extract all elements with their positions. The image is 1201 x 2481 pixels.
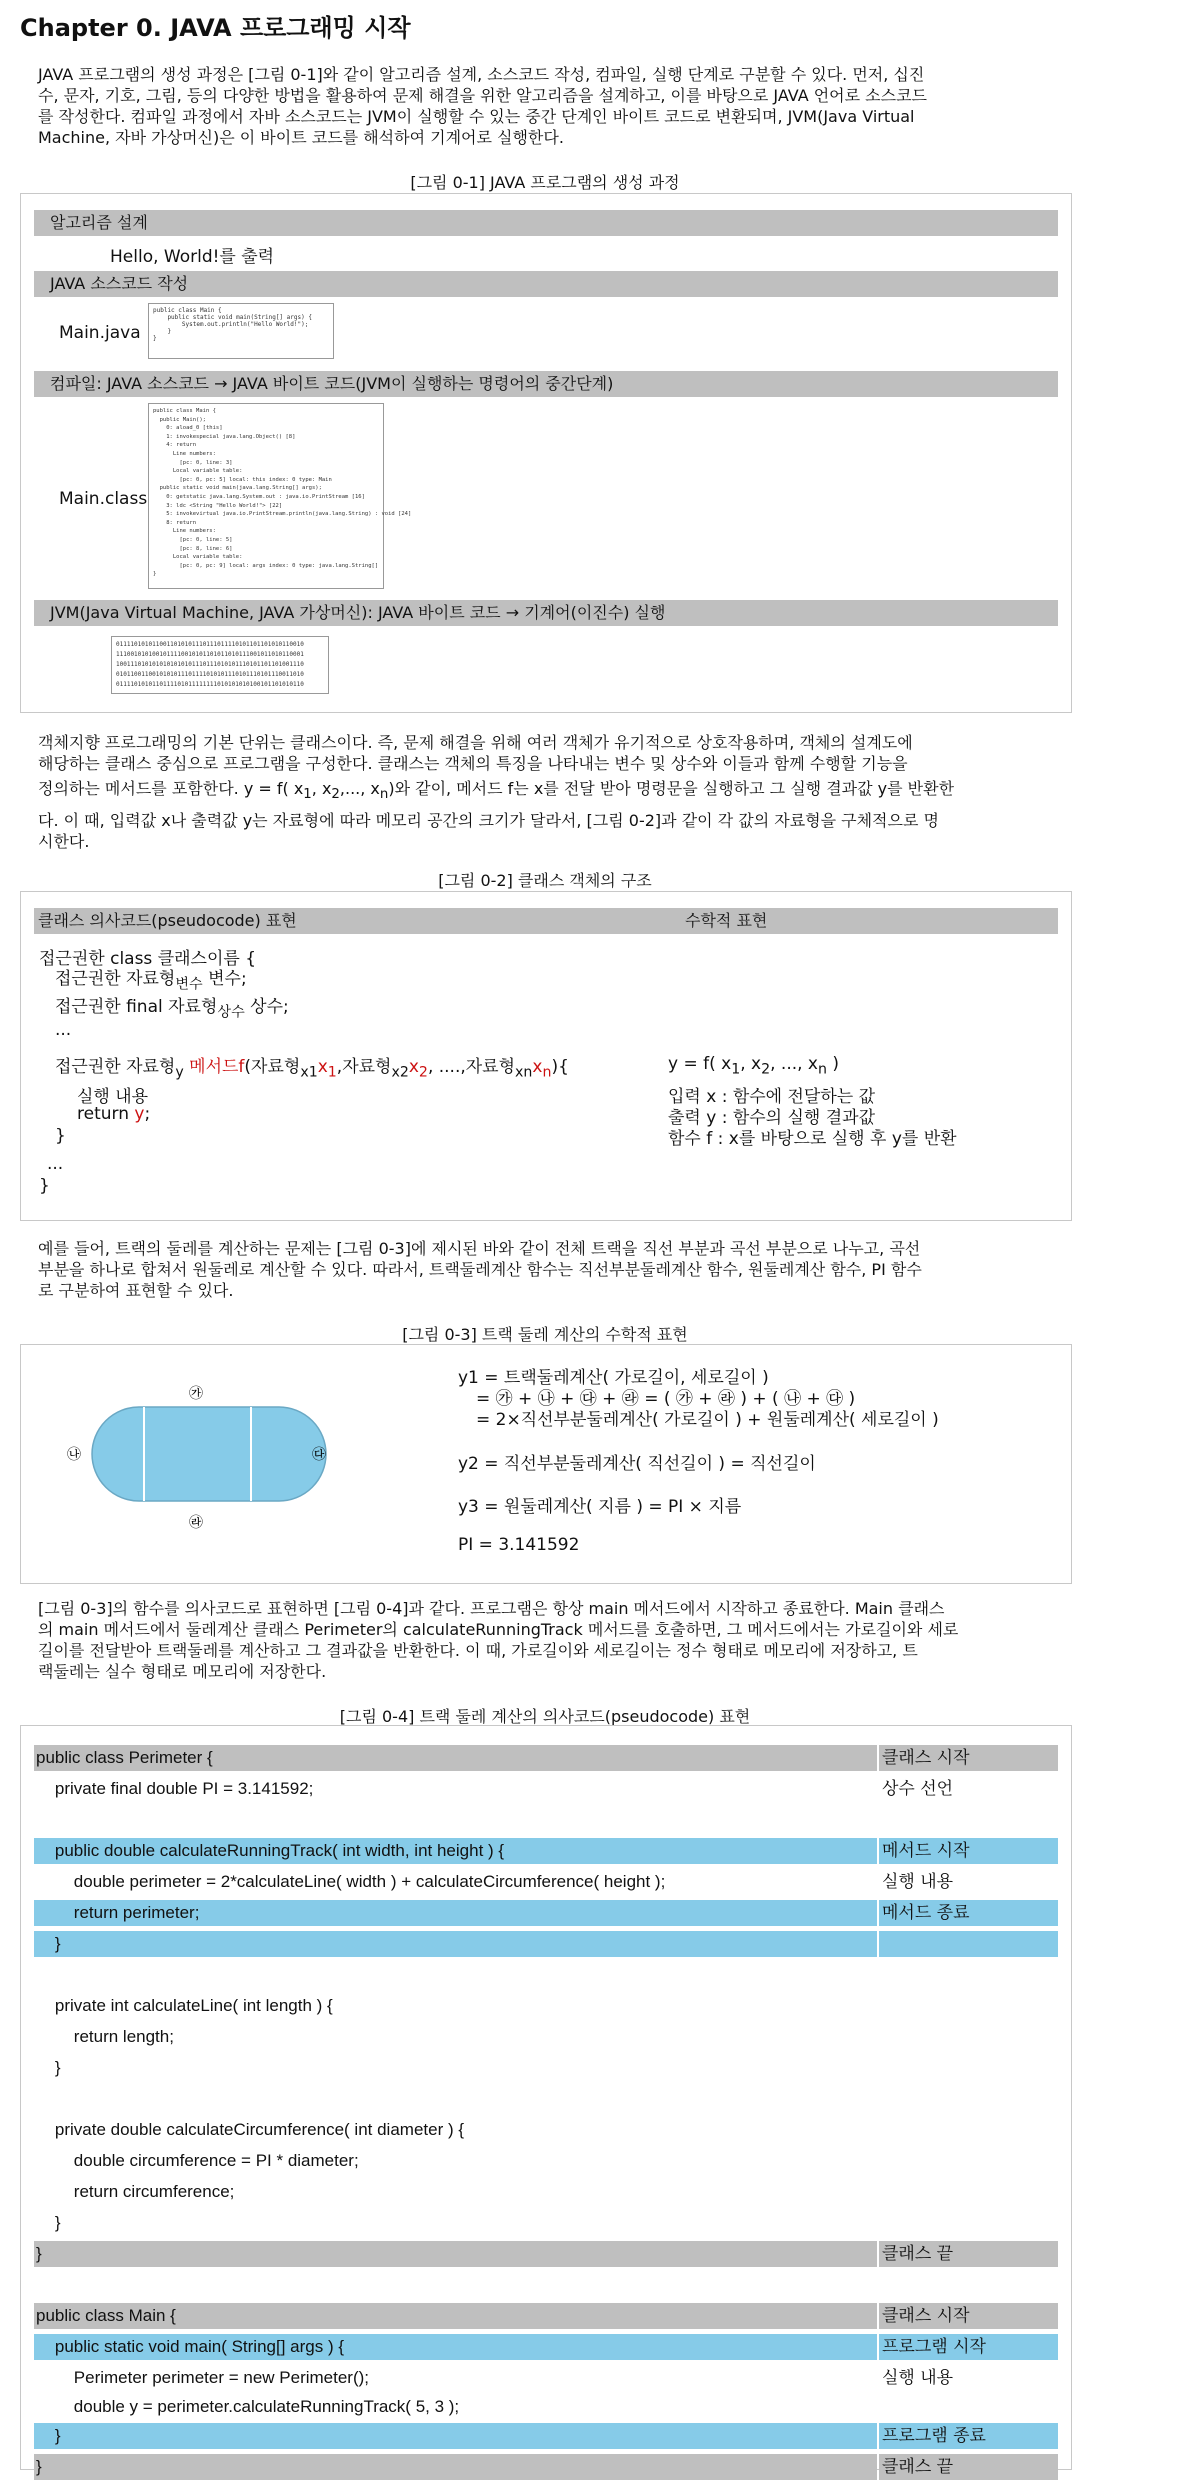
equation-y2: y2 = 직선부분둘레계산( 직선길이 ) = 직선길이 <box>458 1454 816 1474</box>
code-row <box>34 2210 1058 2236</box>
pseudo-body: 실행 내용 <box>77 1087 149 1107</box>
math-function <box>668 1054 839 1077</box>
code-annotation <box>879 2055 1058 2081</box>
code-row <box>34 2272 1058 2298</box>
text-run: y = f( x <box>668 1054 732 1074</box>
class-paragraph-line: 시한다. <box>38 832 90 852</box>
code-line: public static void main( String[] args ) { <box>34 2334 877 2360</box>
figure1-frame <box>20 193 1072 713</box>
code-row <box>34 2394 1058 2420</box>
code-line: private int calculateLine( int length ) { <box>36 1996 333 2015</box>
text-run: return <box>77 1104 135 1124</box>
math-input: 입력 x : 함수에 전달하는 값 <box>668 1087 876 1107</box>
code-annotation: 실행 내용 <box>882 1872 954 1892</box>
code-line: public double calculateRunningTrack( int width, int height ) { <box>34 1838 877 1864</box>
text-run: (자료형 <box>244 1057 301 1077</box>
code-line: } <box>34 2454 877 2480</box>
figure3-caption: [그림 0-3] 트랙 둘레 계산의 수학적 표현 <box>402 1325 688 1344</box>
subscript: 변수 <box>175 976 203 993</box>
code-line <box>34 1962 877 1988</box>
code-annotation <box>879 2179 1058 2205</box>
code-annotation <box>879 1807 1058 1833</box>
intro-line: Machine, 자바 가상머신)은 이 바이트 코드를 해석하여 기계어로 실행한다. <box>38 128 564 147</box>
main-java-label: Main.java <box>59 323 141 343</box>
text-run: ) <box>826 1054 840 1074</box>
equation-y3: y3 = 원둘레계산( 지름 ) = PI × 지름 <box>458 1497 742 1517</box>
code-line: public class Perimeter { <box>34 1745 877 1771</box>
code-annotation: 프로그램 시작 <box>879 2334 1058 2360</box>
text-run: , ....,자료형 <box>427 1057 516 1077</box>
intro-line: JAVA 프로그램의 생성 과정은 [그림 0-1]와 같이 알고리즘 설계, 소스코드 작성, 컴파일, 실행 단계로 구분할 수 있다. 먼저, 십진 <box>38 65 925 84</box>
track-paragraph-line: 예를 들어, 트랙의 둘레를 계산하는 문제는 [그림 0-3]에 제시된 바와 같이 전체 트랙을 직선 부분과 곡선 부분으로 나누고, 곡선 <box>38 1239 921 1258</box>
pseudocode-paragraph <box>38 1598 1048 1682</box>
code-annotation: 실행 내용 <box>882 2368 954 2388</box>
track-paragraph-line: 로 구분하여 표현할 수 있다. <box>38 1281 234 1300</box>
subscript: 2 <box>761 1061 771 1078</box>
label-na: ㉯ <box>67 1447 81 1463</box>
subscript: n <box>379 787 389 803</box>
subscript: 1 <box>731 1061 741 1078</box>
subscript: 1 <box>327 1064 337 1081</box>
subscript: n <box>542 1064 552 1081</box>
code-annotation <box>879 1962 1058 1988</box>
text-run: )와 같이, 메서드 f는 x를 전달 받아 명령문을 실행하고 그 실행 결과값 y를 반환한 <box>388 779 955 798</box>
code-line: public class Main { <box>34 2303 877 2329</box>
label-ra: ㉱ <box>189 1515 203 1531</box>
pseudo-return <box>77 1104 150 1124</box>
subscript: xn <box>515 1064 533 1081</box>
class-paragraph-line: 다. 이 때, 입력값 x나 출력값 y는 자료형에 따라 메모리 공간의 크기가 달라서, [그림 0-2]과 같이 각 값의 자료형을 구체적으로 명 <box>38 811 939 831</box>
pseudo-ellipsis-2: ... <box>47 1154 64 1174</box>
code-annotation: 클래스 끝 <box>879 2454 1058 2480</box>
code-row <box>34 1900 1058 1926</box>
text-run: y <box>134 1104 145 1124</box>
pseudocode-header: 클래스 의사코드(pseudocode) 표현 <box>38 911 297 930</box>
code-annotation <box>879 2394 1058 2420</box>
intro-line: 를 작성한다. 컴파일 과정에서 자바 소스코드는 JVM이 실행할 수 있는 중간 단계인 바이트 코드로 변환되며, JVM(Java Virtual <box>38 107 915 126</box>
subscript: 2 <box>418 1064 428 1081</box>
code-line: } <box>34 1931 877 1957</box>
code-row <box>34 2303 1058 2329</box>
running-track-shape <box>92 1407 326 1501</box>
subscript: x1 <box>300 1064 318 1081</box>
code-row <box>34 2454 1058 2480</box>
figure2-caption: [그림 0-2] 클래스 객체의 구조 <box>438 871 652 890</box>
pseudocode-paragraph-line: 랙둘레는 실수 형태로 메모리에 저장한다. <box>38 1662 327 1681</box>
subscript: 1 <box>303 787 312 803</box>
stage-compile-bar: 컴파일: JAVA 소스코드 → JAVA 바이트 코드(JVM이 실행하는 명령어의 중간단계) <box>34 371 1058 397</box>
code-row <box>34 1993 1058 2019</box>
stage-source-bar: JAVA 소스코드 작성 <box>34 271 1058 297</box>
pseudocode-paragraph-line: 길이를 전달받아 트랙둘레를 계산하고 그 결과값을 반환한다. 이 때, 가로길이와 세로길이는 정수 형태로 메모리에 저장하고, 트 <box>38 1641 918 1660</box>
stage-algorithm-bar: 알고리즘 설계 <box>34 210 1058 236</box>
text-run: , x <box>740 1054 762 1074</box>
code-annotation: 상수 선언 <box>882 1779 954 1799</box>
code-row <box>34 2334 1058 2360</box>
text-run: 접근권한 자료형 <box>55 1057 176 1077</box>
code-row <box>34 2086 1058 2112</box>
code-line: double y = perimeter.calculateRunningTrack( 5, 3 ); <box>36 2397 460 2416</box>
label-ga: ㉮ <box>189 1386 203 1402</box>
code-annotation: 메서드 시작 <box>879 1838 1058 1864</box>
code-line: double circumference = PI * diameter; <box>36 2151 359 2170</box>
code-row <box>34 2179 1058 2205</box>
pseudo-class-close: } <box>39 1176 50 1196</box>
code-annotation <box>879 1993 1058 2019</box>
code-row <box>34 2241 1058 2267</box>
class-paragraph <box>38 732 1048 852</box>
code-annotation: 클래스 끝 <box>879 2241 1058 2267</box>
code-row <box>34 1776 1058 1802</box>
text-run: ){ <box>551 1057 569 1077</box>
code-annotation: 메서드 종료 <box>879 1900 1058 1926</box>
code-row <box>34 2117 1058 2143</box>
class-paragraph-line: 해당하는 클래스 중심으로 프로그램을 구성한다. 클래스는 객체의 특징을 나타내는 변수 및 상수와 이들과 함께 수행할 기능을 <box>38 754 908 773</box>
intro-line: 수, 문자, 기호, 그림, 등의 다양한 방법을 활용하여 문제 해결을 위한 알고리즘을 설계하고, 이를 바탕으로 JAVA 언어로 소스코드 <box>38 86 928 105</box>
code-row <box>34 1807 1058 1833</box>
code-line: private final double PI = 3.141592; <box>36 1779 314 1798</box>
math-function-desc: 함수 f : x를 바탕으로 실행 후 y를 반환 <box>668 1129 957 1149</box>
code-row <box>34 2148 1058 2174</box>
code-line <box>34 2086 877 2112</box>
subscript: 상수 <box>217 1004 245 1021</box>
code-annotation: 클래스 시작 <box>879 2303 1058 2329</box>
code-line: return perimeter; <box>34 1900 877 1926</box>
code-annotation <box>879 2024 1058 2050</box>
figure2-frame <box>20 891 1072 1221</box>
code-annotation <box>879 2148 1058 2174</box>
pseudo-method-close: } <box>55 1126 66 1146</box>
class-paragraph-line: 객체지향 프로그래밍의 기본 단위는 클래스이다. 즉, 문제 해결을 위해 여러 객체가 유기적으로 상호작용하며, 객체의 설계도에 <box>38 733 913 752</box>
figure4-frame <box>20 1725 1072 2477</box>
hello-world-text: Hello, World!를 출력 <box>110 247 275 267</box>
stage-jvm-bar: JVM(Java Virtual Machine, JAVA 가상머신): JAVA 바이트 코드 → 기계어(이진수) 실행 <box>34 600 1058 626</box>
figure3-frame <box>20 1344 1072 1584</box>
code-row <box>34 2365 1058 2391</box>
pseudocode-paragraph-line: 의 main 메서드에서 둘레계산 클래스 Perimeter의 calculateRunningTrack 메서드를 호출하면, 그 메서드에서는 가로길이와 세로 <box>38 1620 959 1639</box>
code-row <box>34 1745 1058 1771</box>
code-annotation <box>879 2272 1058 2298</box>
track-diagram <box>21 1345 441 1585</box>
pseudo-method-line <box>55 1052 569 1080</box>
code-line: } <box>34 2241 877 2267</box>
subscript: 2 <box>331 787 340 803</box>
code-row <box>34 1962 1058 1988</box>
text-run: ,..., x <box>339 779 380 798</box>
code-row <box>34 1931 1058 1957</box>
text-run: ; <box>144 1104 151 1124</box>
figure4-caption: [그림 0-4] 트랙 둘레 계산의 의사코드(pseudocode) 표현 <box>339 1707 751 1726</box>
text-run: ,자료형 <box>336 1057 392 1077</box>
code-line: Perimeter perimeter = new Perimeter(); <box>36 2368 370 2387</box>
text-run: 메서드 <box>183 1057 239 1077</box>
pseudo-ellipsis: ... <box>55 1020 72 1040</box>
code-row <box>34 2024 1058 2050</box>
track-paragraph-line: 부분을 하나로 합쳐서 원둘레로 계산할 수 있다. 따라서, 트랙둘레계산 함수는 직선부분둘레계산 함수, 원둘레계산 함수, PI 함수 <box>38 1260 922 1279</box>
text-run: f <box>238 1057 245 1077</box>
code-line: return circumference; <box>36 2182 235 2201</box>
text-run: x <box>408 1057 419 1077</box>
equation-pi: PI = 3.141592 <box>458 1535 580 1555</box>
text-run: 접근권한 자료형 <box>55 969 176 989</box>
text-run: 정의하는 메서드를 포함한다. y = f( x <box>38 779 304 798</box>
text-run: x <box>317 1057 328 1077</box>
text-run: 접근권한 final 자료형 <box>55 997 218 1017</box>
code-line <box>34 1807 877 1833</box>
label-da: ㉰ <box>312 1447 326 1463</box>
equation-y1-final: = 2×직선부분둘레계산( 가로길이 ) + 원둘레계산( 세로길이 ) <box>476 1410 939 1430</box>
code-annotation <box>879 1931 1058 1957</box>
source-code-box: public class Main { public static void main(String[] args) { System.out.println("Hello World!"); } } <box>148 303 334 359</box>
subscript: y <box>175 1064 184 1081</box>
text-run: 변수; <box>202 969 247 989</box>
subscript: n <box>818 1061 827 1078</box>
subscript: x2 <box>391 1064 409 1081</box>
code-annotation: 클래스 시작 <box>879 1745 1058 1771</box>
equation-y1-expand: = ㉮ + ㉯ + ㉰ + ㉱ = ( ㉮ + ㉱ ) + ( ㉯ + ㉰ ) <box>476 1389 856 1409</box>
math-output: 출력 y : 함수의 실행 결과값 <box>668 1108 876 1128</box>
code-line: return length; <box>36 2027 174 2046</box>
class-paragraph-line <box>38 774 1048 810</box>
code-line <box>34 2272 877 2298</box>
math-header: 수학적 표현 <box>685 911 768 930</box>
figure2-header <box>34 908 1058 934</box>
code-line: } <box>36 2058 61 2077</box>
figure1-caption: [그림 0-1] JAVA 프로그램의 생성 과정 <box>410 173 680 192</box>
track-paragraph <box>38 1238 1048 1301</box>
bytecode-box: public class Main { public Main(); 0: aload_0 [this] 1: invokespecial java.lang.Object() [8] 4: return Line numbers: [pc: 0, line: 3] Local variable table: [pc: 0, pc: 5] local: this index: 0 type: Main public static void main(java.lang.String[] args); 0: getstatic java.lang.System.out : java.io.PrintStream [16] 3: ldc <String "Hello World!"> [22] 5: invokevirtual java.io.PrintStream.println(java.lang.String) : void [24] 8: return Line numbers: [pc: 0, line: 5] [pc: 8, line: 6] Local variable table: [pc: 0, pc: 9] local: args index: 0 type: java.lang.String[] } <box>148 403 384 589</box>
code-annotation: 프로그램 종료 <box>879 2423 1058 2449</box>
intro-paragraph <box>38 64 1048 148</box>
code-row <box>34 1838 1058 1864</box>
code-row <box>34 2423 1058 2449</box>
binary-box: 0111101010110011010101110111011110101101101010110010 1110010101001011110010101101011010111001011010110001 1001110101010101010101110111010101110101101101001110 0101100110010101011101111010101110101110101110011010 0111101010110111101011111111010101010100101101010110 <box>111 636 329 694</box>
code-line: private double calculateCircumference( int diameter ) { <box>36 2120 465 2139</box>
pseudo-var-line <box>55 964 247 993</box>
main-class-label: Main.class <box>59 489 148 509</box>
text-run: , ..., x <box>770 1054 818 1074</box>
code-row <box>34 2055 1058 2081</box>
text-run: x <box>532 1057 543 1077</box>
code-line: } <box>34 2423 877 2449</box>
equation-y1: y1 = 트랙둘레계산( 가로길이, 세로길이 ) <box>458 1368 769 1388</box>
text-run: 상수; <box>244 997 289 1017</box>
code-annotation <box>879 2117 1058 2143</box>
code-annotation <box>879 2210 1058 2236</box>
code-row <box>34 1869 1058 1895</box>
page-title: Chapter 0. JAVA 프로그래밍 시작 <box>20 14 411 42</box>
code-line: double perimeter = 2*calculateLine( width ) + calculateCircumference( height ); <box>36 1872 666 1891</box>
text-run: , x <box>311 779 332 798</box>
pseudo-const-line <box>55 992 289 1021</box>
code-annotation <box>879 2086 1058 2112</box>
code-line: } <box>36 2213 61 2232</box>
pseudocode-paragraph-line: [그림 0-3]의 함수를 의사코드로 표현하면 [그림 0-4]과 같다. 프로그램은 항상 main 메서드에서 시작하고 종료한다. Main 클래스 <box>38 1599 945 1618</box>
pseudo-class-line: 접근권한 class 클래스이름 { <box>39 949 257 969</box>
